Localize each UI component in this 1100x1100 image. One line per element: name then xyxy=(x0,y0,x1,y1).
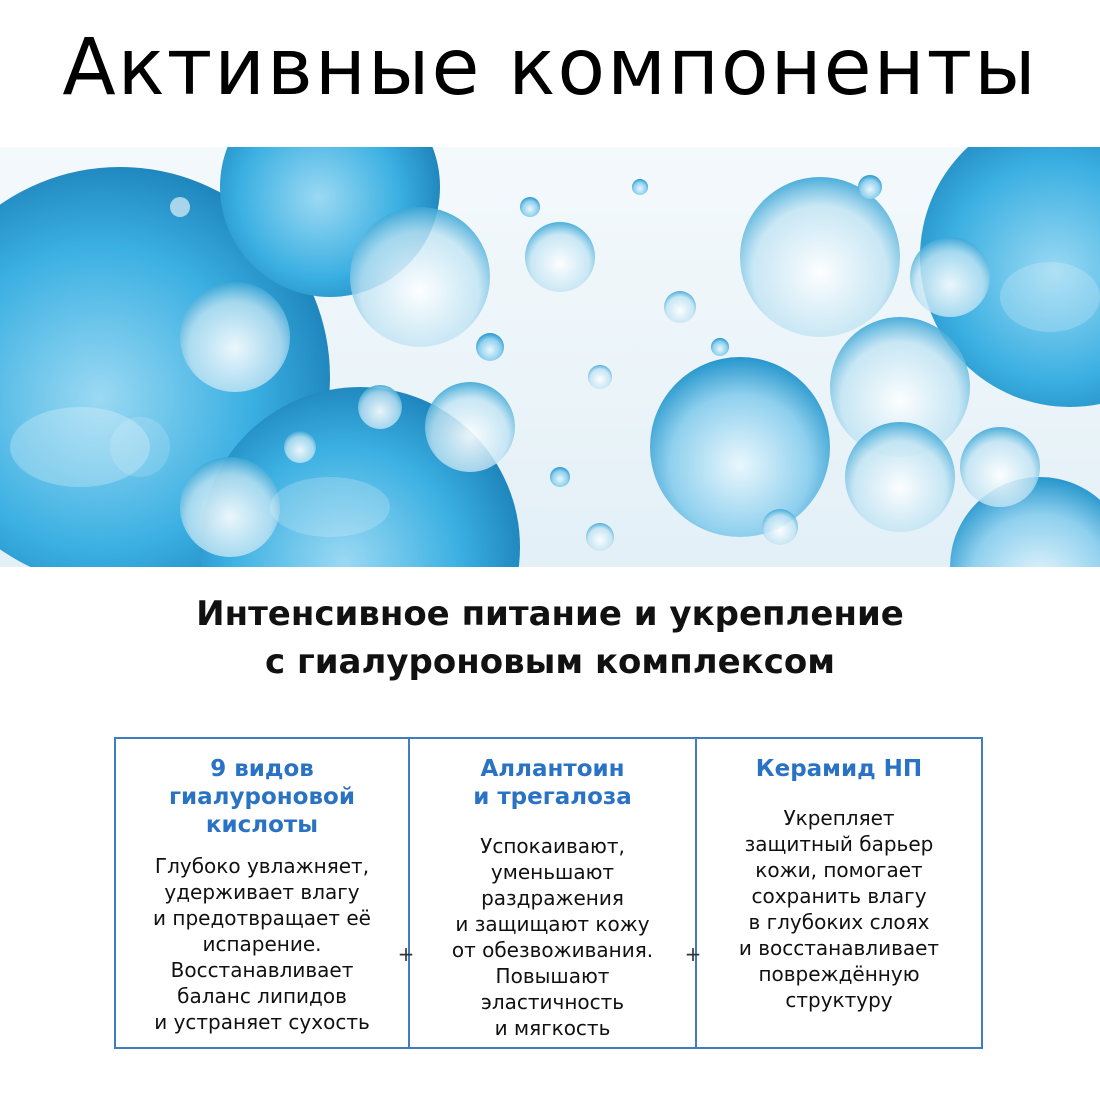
ingredient-title xyxy=(410,755,695,811)
ingredient-description-line: от обезвоживания. xyxy=(451,938,654,962)
ingredient-description-line: и устраняет сухость xyxy=(154,1010,370,1034)
ingredient-description-line: кожи, помогает xyxy=(755,858,923,882)
ingredient-description-line: раздражения xyxy=(481,886,624,910)
ingredient-description-line: Восстанавливает xyxy=(170,958,354,982)
ingredient-description-line: Успокаивают, xyxy=(480,834,625,858)
ingredient-title xyxy=(116,755,408,839)
plus-icon: + xyxy=(397,942,415,966)
ingredient-description-line: Укрепляет xyxy=(783,806,895,830)
ingredient-title-line: гиалуроновой xyxy=(169,784,355,810)
page-title: Активные компоненты xyxy=(62,23,1038,113)
ingredient-description-line: в глубоких слоях xyxy=(748,910,930,934)
ingredient-description-line: и восстанавливает xyxy=(738,936,940,960)
ingredients-table xyxy=(114,737,983,1049)
subtitle xyxy=(0,590,1100,686)
ingredient-description-line: баланс липидов xyxy=(177,984,347,1008)
ingredient-description xyxy=(410,833,695,1041)
ingredient-title-line: 9 видов xyxy=(210,756,314,782)
plus-icon: + xyxy=(684,942,702,966)
ingredient-title xyxy=(697,755,981,783)
ingredient-card-ceramide xyxy=(695,739,981,1047)
ingredient-title-line: Керамид НП xyxy=(755,756,923,782)
ingredient-description-line: повреждённую xyxy=(758,962,920,986)
ingredient-description-line: Повышают xyxy=(495,964,610,988)
subtitle-line-2: с гиалуроновым комплексом xyxy=(264,642,836,682)
ingredient-title-line: Аллантоин xyxy=(480,756,625,782)
ingredient-description-line: структуру xyxy=(785,988,893,1012)
ingredient-description-line: уменьшают xyxy=(490,860,615,884)
ingredient-card-hyaluronic xyxy=(116,739,408,1047)
ingredient-description-line: и мягкость xyxy=(494,1016,611,1040)
ingredient-description-line: испарение. xyxy=(202,932,322,956)
ingredient-description xyxy=(697,805,981,1013)
ingredient-description-line: сохранить влагу xyxy=(751,884,927,908)
ingredient-description xyxy=(116,853,408,1035)
ingredient-description-line: и предотвращает её xyxy=(153,906,371,930)
ingredient-description-line: эластичность xyxy=(480,990,625,1014)
ingredient-description-line: и защищают кожу xyxy=(455,912,650,936)
bubbles-illustration xyxy=(0,147,1100,567)
ingredient-description-line: Глубоко увлажняет, xyxy=(154,854,370,878)
ingredient-description-line: удерживает влагу xyxy=(164,880,360,904)
ingredient-description-line: защитный барьер xyxy=(744,832,934,856)
ingredient-card-allantoin xyxy=(408,739,695,1047)
ingredient-title-line: и трегалоза xyxy=(473,784,632,810)
ingredient-title-line: кислоты xyxy=(205,812,319,838)
hero-image-bubbles xyxy=(0,147,1100,567)
subtitle-line-1: Интенсивное питание и укрепление xyxy=(196,594,904,634)
